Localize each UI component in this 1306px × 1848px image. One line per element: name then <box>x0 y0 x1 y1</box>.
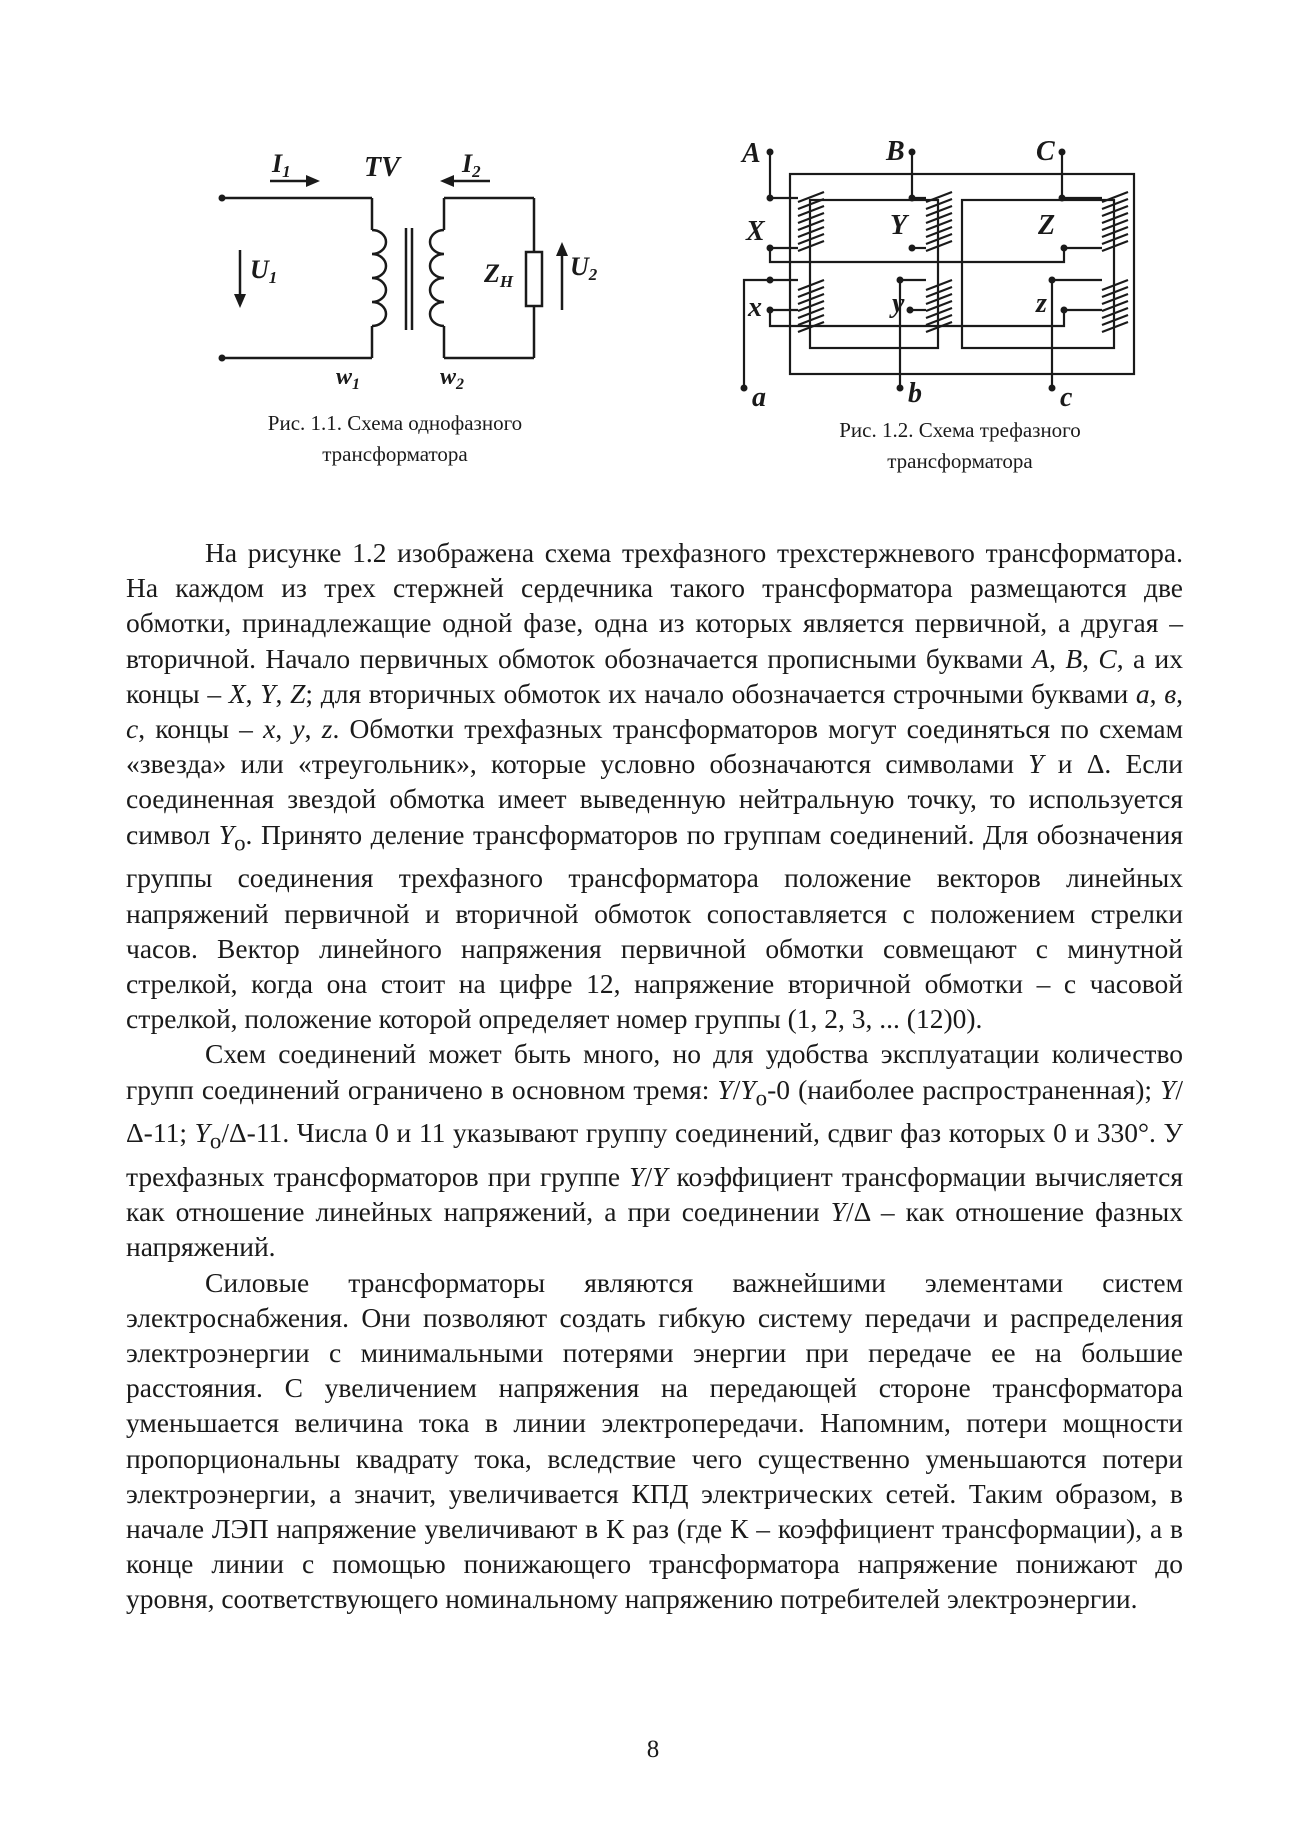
label-i1: I1 <box>272 149 291 181</box>
label-Z: Z <box>1038 210 1056 241</box>
label-c: c <box>1060 382 1073 413</box>
label-zh: ZH <box>484 259 514 291</box>
figure-three-phase-transformer <box>730 130 1150 415</box>
label-i2: I2 <box>462 149 481 181</box>
paragraph-3: Силовые трансформаторы являются важнейшими элементами систем электроснабжения. Они позволяют создать гибкую систему передачи и распределения электроэнергии с минимальными потерями энергии при передаче ее на большие расстояния. С увеличением напряжения на передающей стороне трансформатора уменьшается величина тока в линии электропередачи. Напомним, потери мощности пропорциональны квадрату тока, вследствие чего существенно уменьшаются потери электроэнергии, а значит, увеличивается КПД электрических сетей. Таким образом, в начале ЛЭП напряжение увеличивают в К раз (где К – коэффициент трансформации), а в конце линии с помощью понижающего трансформатора напряжение понижают до уровня, соответствующего номинальному напряжению потребителей электроэнергии. <box>126 1266 1183 1615</box>
figure1-caption-line1: Рис. 1.1. Схема однофазного <box>267 411 523 435</box>
label-z: z <box>1036 288 1047 319</box>
label-x: x <box>748 292 762 323</box>
figure2-caption-line2: трансформатора <box>887 449 1033 473</box>
label-Y: Y <box>890 210 908 241</box>
label-X: X <box>746 216 765 247</box>
label-B: B <box>886 136 905 167</box>
label-b: b <box>908 378 922 409</box>
single-phase-schematic <box>200 140 598 400</box>
paragraph-1: На рисунке 1.2 изображена схема трехфазного трехстержневого трансформатора. На каждом из трех стержней сердечника такого трансформатора размещаются две обмотки, принадлежащие одной фазе, одна из которых является первичной, а другая – вторичной. Начало первичных обмоток обозначается прописными буквами A, B, C, а их концы – X, Y, Z; для вторичных обмоток их начало обозначается строчными буквами а, в, с, концы – x, y, z. Обмотки трехфазных трансформаторов могут соединяться по схемам «звезда» или «треугольник», которые условно обозначаются символами Y и Δ. Если соединенная звездой обмотка имеет выведенную нейтральную точку, то используется символ $Y_o$. Принято деление трансформаторов по группам соединений. Для обозначения группы соединения трехфазного трансформатора положение векторов линейных напряжений первичной и вторичной обмоток сопоставляется с положением стрелки часов. Вектор линейного напряжения первичной обмотки совмещают с минутной стрелкой, когда она стоит на цифре 12, напряжение вторичной обмотки – с часовой стрелкой, положение которой определяет номер группы (1, 2, 3, ... (12)0). <box>126 537 1184 1035</box>
label-a: a <box>752 382 766 413</box>
figure1-caption-line2: трансформатора <box>322 442 468 466</box>
figure1-caption <box>215 408 575 470</box>
label-u2: U2 <box>570 252 598 284</box>
paragraph-2: Схем соединений может быть много, но для удобства эксплуатации количество групп соединений ограничено в основном тремя: $Y/Y_o-0$ (наиболее распространенная); Y/Δ-11; $Y_o/\Delta-11$. Числа 0 и 11 указывают группу соединений, сдвиг фаз которых 0 и 330°. У трехфазных трансформаторов при группе Y/Y коэффициент трансформации вычисляется как отношение линейных напряжений, а при соединении Y/Δ – как отношение фазных напряжений. <box>126 1038 1184 1263</box>
body-text <box>126 535 1183 1617</box>
label-w2: $w_2$ <box>440 364 465 393</box>
three-phase-schematic <box>730 130 1150 415</box>
figure-single-phase-transformer <box>200 140 598 400</box>
label-tv: TV <box>364 152 400 183</box>
label-u1: U1 <box>250 255 278 287</box>
label-C: C <box>1036 136 1055 167</box>
figure2-caption-line1: Рис. 1.2. Схема трефазного <box>839 418 1081 442</box>
page-number: 8 <box>646 1736 660 1763</box>
figure2-caption <box>780 415 1140 477</box>
label-A: A <box>742 138 761 169</box>
label-y: y <box>892 288 905 319</box>
label-w1: $w_1$ <box>336 364 361 393</box>
